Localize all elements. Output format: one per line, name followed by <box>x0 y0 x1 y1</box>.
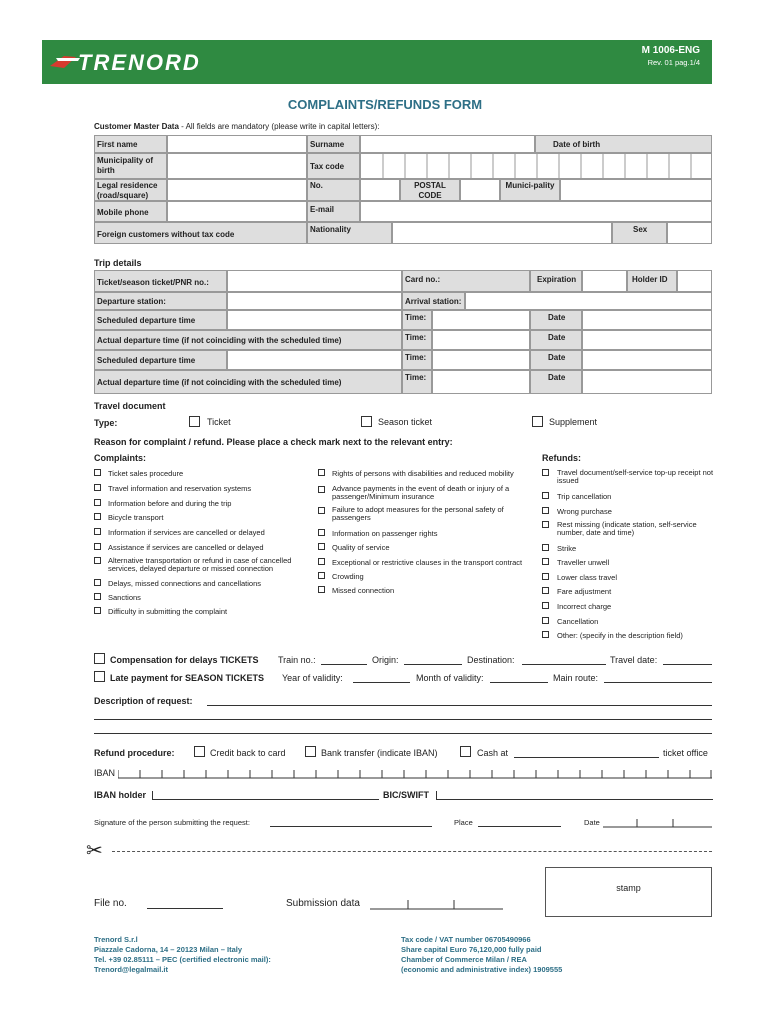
iban-holder-field[interactable] <box>152 791 379 800</box>
origin-label: Origin: <box>372 655 399 665</box>
signature-label: Signature of the person submitting the request: <box>94 818 250 827</box>
footer-line: Piazzale Cadorna, 14 – 20123 Milan – Italy <box>94 945 242 954</box>
main-route-label: Main route: <box>553 673 599 683</box>
date-label: Date <box>548 353 566 362</box>
travel-doc-heading: Travel document <box>94 401 166 411</box>
time-label: Time: <box>405 373 427 382</box>
stamp-label: stamp <box>616 883 641 893</box>
surname-label: Surname <box>310 140 345 149</box>
travel-date-label: Travel date: <box>610 655 658 665</box>
supplement-checkbox[interactable] <box>532 416 543 427</box>
season-ticket-option: Season ticket <box>378 417 433 427</box>
complaint-checkbox[interactable] <box>94 593 101 600</box>
scheduled-time-field[interactable] <box>432 310 530 330</box>
form-code: M 1006-ENG <box>641 45 700 56</box>
destination-field[interactable] <box>522 664 606 665</box>
supplement-option: Supplement <box>549 417 598 427</box>
foreign-label: Foreign customers without tax code <box>97 230 235 239</box>
footer-line: Share capital Euro 76,120,000 fully paid <box>401 945 542 954</box>
complaint-item: Crowding <box>332 572 364 581</box>
scheduled-departure-label: Scheduled departure time <box>97 356 196 365</box>
cut-line <box>112 851 712 852</box>
complaint-item: Information on passenger rights <box>332 529 438 538</box>
municipality-field[interactable] <box>560 179 712 201</box>
year-validity-field[interactable] <box>353 682 410 683</box>
card-no-label: Card no.: <box>405 275 441 284</box>
date-label: Date <box>584 818 600 827</box>
time-label: Time: <box>405 313 427 322</box>
description-line[interactable] <box>94 733 712 734</box>
refund-procedure-label: Refund procedure: <box>94 748 175 758</box>
complaint-item: Failure to adopt measures for the personal safety of passengers <box>332 505 504 522</box>
submission-label: Submission data <box>286 898 360 909</box>
bank-transfer-checkbox[interactable] <box>305 746 316 757</box>
nationality-field[interactable] <box>392 222 612 244</box>
complaint-checkbox[interactable] <box>318 543 325 550</box>
trip-heading: Trip details <box>94 258 142 268</box>
destination-label: Destination: <box>467 655 515 665</box>
complaint-item: Quality of service <box>332 543 390 552</box>
place-field[interactable] <box>478 826 561 827</box>
tax-code-label: Tax code <box>310 162 345 171</box>
type-label: Type: <box>94 418 118 428</box>
refund-checkbox[interactable] <box>542 573 549 580</box>
iban-label: IBAN <box>94 768 116 778</box>
complaint-checkbox[interactable] <box>318 572 325 579</box>
train-no-field[interactable] <box>321 664 367 665</box>
complaint-checkbox[interactable] <box>94 469 101 476</box>
footer-line: Chamber of Commerce Milan / REA <box>401 955 527 964</box>
footer-line: Tel. +39 02.85111 – PEC (certified electronic mail): <box>94 955 271 964</box>
refund-item: Strike <box>557 544 577 553</box>
complaint-checkbox[interactable] <box>94 579 101 586</box>
expiration-label: Expiration <box>537 275 577 284</box>
date-label: Date <box>548 373 566 382</box>
refund-checkbox[interactable] <box>542 492 549 499</box>
email-label: E-mail <box>310 205 335 214</box>
refund-checkbox[interactable] <box>542 587 549 594</box>
submission-date-field[interactable] <box>370 898 504 910</box>
complaint-checkbox[interactable] <box>94 499 101 506</box>
scissors-icon: ✂ <box>86 840 103 862</box>
complaint-item: Bicycle transport <box>108 513 164 522</box>
complaint-item: Rights of persons with disabilities and reduced mobility <box>332 469 514 478</box>
complaint-checkbox[interactable] <box>318 586 325 593</box>
actual-departure-label: Actual departure time (if not coinciding with the scheduled time) <box>97 378 342 387</box>
complaint-item: Delays, missed connections and cancellations <box>108 579 261 588</box>
first-name-label: First name <box>97 140 138 149</box>
actual-date-field-2[interactable] <box>582 370 712 394</box>
scheduled-time-field-2[interactable] <box>432 350 530 370</box>
file-no-field[interactable] <box>147 908 223 909</box>
arrival-station-field[interactable] <box>465 292 712 310</box>
municipality-birth-label: Municipality of birth <box>97 156 153 175</box>
complaint-item: Information before and during the trip <box>108 499 232 508</box>
mobile-label: Mobile phone <box>97 208 149 217</box>
year-validity-label: Year of validity: <box>282 673 343 683</box>
complaint-checkbox[interactable] <box>94 528 101 535</box>
actual-departure-label: Actual departure time (if not coinciding with the scheduled time) <box>97 336 342 345</box>
actual-time-field-2[interactable] <box>432 370 530 394</box>
footer-line: Trenord@legalmail.it <box>94 965 168 974</box>
date-field[interactable] <box>603 817 713 828</box>
date-label: Date <box>548 333 566 342</box>
complaint-checkbox[interactable] <box>318 529 325 536</box>
cash-office-field[interactable] <box>514 757 659 758</box>
time-label: Time: <box>405 333 427 342</box>
description-label: Description of request: <box>94 696 193 706</box>
municipality-birth-field[interactable] <box>167 153 307 179</box>
reason-heading: Reason for complaint / refund. Please place a check mark next to the relevant entry: <box>94 437 453 447</box>
nationality-label: Nationality <box>310 225 351 234</box>
trenord-logo <box>50 46 270 76</box>
description-line[interactable] <box>94 719 712 720</box>
dob-label: Date of birth <box>553 140 601 149</box>
compensation-label: Compensation for delays TICKETS <box>110 655 259 665</box>
file-no-label: File no. <box>94 898 127 909</box>
refund-checkbox[interactable] <box>542 469 549 476</box>
residence-label: Legal residence (road/square) <box>97 181 158 200</box>
scheduled-departure-label: Scheduled departure time <box>97 316 196 325</box>
iban-holder-label: IBAN holder <box>94 790 147 800</box>
ticket-pnr-field[interactable] <box>227 270 402 292</box>
arrival-station-label: Arrival station: <box>405 297 462 306</box>
refund-item: Travel document/self-service top-up receipt not issued <box>557 468 714 485</box>
ticket-pnr-label: Ticket/season ticket/PNR no.: <box>97 278 209 287</box>
complaint-item: Alternative transportation or refund in case of cancelled services, delayed departure or missed connection <box>108 556 292 573</box>
mobile-field[interactable] <box>167 201 307 222</box>
train-no-label: Train no.: <box>278 655 316 665</box>
number-label: No. <box>310 181 323 190</box>
signature-field[interactable] <box>270 826 432 827</box>
refund-item: Trip cancellation <box>557 492 612 501</box>
first-name-field[interactable] <box>167 135 307 153</box>
ticket-checkbox[interactable] <box>189 416 200 427</box>
residence-field[interactable] <box>167 179 307 201</box>
refund-item: Incorrect charge <box>557 602 612 611</box>
footer-line: Trenord S.r.l <box>94 935 138 944</box>
number-field[interactable] <box>360 179 400 201</box>
cash-option: Cash at <box>477 748 509 758</box>
sex-field[interactable] <box>667 222 712 244</box>
complaint-item: Sanctions <box>108 593 141 602</box>
bic-label: BIC/SWIFT <box>383 790 429 800</box>
holder-id-label: Holder ID <box>632 275 668 284</box>
ticket-office-label: ticket office <box>663 748 708 758</box>
postal-code-field[interactable] <box>460 179 500 201</box>
departure-station-label: Departure station: <box>97 297 166 306</box>
footer-line: (economic and administrative index) 1909555 <box>401 965 563 974</box>
complaint-checkbox[interactable] <box>94 557 101 564</box>
departure-station-field[interactable] <box>227 292 402 310</box>
refund-item: Lower class travel <box>557 573 618 582</box>
master-intro: Customer Master Data - All fields are mandatory (please write in capital letters): <box>94 122 380 131</box>
month-validity-label: Month of validity: <box>416 673 484 683</box>
complaint-checkbox[interactable] <box>94 607 101 614</box>
complaint-checkbox[interactable] <box>94 513 101 520</box>
refund-checkbox[interactable] <box>542 617 549 624</box>
travel-date-field[interactable] <box>663 664 712 665</box>
ticket-option: Ticket <box>207 417 231 427</box>
postal-code-label: POSTAL CODE <box>414 181 446 200</box>
complaint-item: Difficulty in submitting the complaint <box>108 607 228 616</box>
complaint-item: Advance payments in the event of death or injury of a passenger/Minimum insurance <box>332 484 510 501</box>
email-field[interactable] <box>360 201 712 222</box>
iban-field[interactable] <box>118 766 714 779</box>
late-payment-label: Late payment for SEASON TICKETS <box>110 673 265 683</box>
refund-checkbox[interactable] <box>542 507 549 514</box>
refund-item: Traveller unwell <box>557 558 610 567</box>
refund-item: Other: (specify in the description field) <box>557 631 683 640</box>
refund-item: Cancellation <box>557 617 599 626</box>
cash-checkbox[interactable] <box>460 746 471 757</box>
late-payment-checkbox[interactable] <box>94 671 105 682</box>
refunds-heading: Refunds: <box>542 453 581 463</box>
month-validity-field[interactable] <box>490 682 548 683</box>
revision: Rev. 01 pag.1/4 <box>647 58 700 67</box>
actual-date-field[interactable] <box>582 330 712 350</box>
refund-checkbox[interactable] <box>542 602 549 609</box>
logo-text: TRENORD <box>78 50 201 75</box>
refund-item: Wrong purchase <box>557 507 612 516</box>
date-label: Date <box>548 313 566 322</box>
complaints-heading: Complaints: <box>94 453 147 463</box>
complaint-checkbox[interactable] <box>318 507 325 514</box>
expiration-field[interactable] <box>582 270 627 292</box>
refund-checkbox[interactable] <box>542 544 549 551</box>
complaint-item: Ticket sales procedure <box>108 469 184 478</box>
surname-field[interactable] <box>360 135 535 153</box>
refund-item: Rest missing (indicate station, self-service number, date and time) <box>557 520 697 537</box>
season-ticket-checkbox[interactable] <box>361 416 372 427</box>
tax-code-field[interactable] <box>360 153 712 179</box>
sex-label: Sex <box>633 225 648 234</box>
bic-field[interactable] <box>436 791 713 800</box>
holder-id-field[interactable] <box>677 270 712 292</box>
page-title: COMPLAINTS/REFUNDS FORM <box>287 97 483 112</box>
place-label: Place <box>454 818 473 827</box>
refund-checkbox[interactable] <box>542 558 549 565</box>
scheduled-date-field-2[interactable] <box>582 350 712 370</box>
complaint-item: Information if services are cancelled or delayed <box>108 528 265 537</box>
complaint-checkbox[interactable] <box>318 469 325 476</box>
complaint-checkbox[interactable] <box>94 543 101 550</box>
scheduled-date-field[interactable] <box>582 310 712 330</box>
footer-right <box>401 935 562 975</box>
municipality-label: Munici-pality <box>505 181 555 190</box>
credit-card-checkbox[interactable] <box>194 746 205 757</box>
actual-time-field[interactable] <box>432 330 530 350</box>
time-label: Time: <box>405 353 427 362</box>
origin-field[interactable] <box>404 664 462 665</box>
complaint-item: Assistance if services are cancelled or delayed <box>108 543 264 552</box>
footer-left <box>94 935 271 975</box>
main-route-field[interactable] <box>604 682 712 683</box>
description-line[interactable] <box>207 705 712 706</box>
compensation-checkbox[interactable] <box>94 653 105 664</box>
complaint-checkbox[interactable] <box>318 558 325 565</box>
complaint-item: Travel information and reservation systems <box>108 484 252 493</box>
bank-transfer-option: Bank transfer (indicate IBAN) <box>321 748 438 758</box>
complaint-item: Missed connection <box>332 586 395 595</box>
refund-item: Fare adjustment <box>557 587 612 596</box>
refund-checkbox[interactable] <box>542 521 549 528</box>
complaint-item: Exceptional or restrictive clauses in the transport contract <box>332 558 523 567</box>
complaint-checkbox[interactable] <box>94 484 101 491</box>
footer-line: Tax code / VAT number 06705490966 <box>401 935 531 944</box>
refund-checkbox[interactable] <box>542 631 549 638</box>
complaint-checkbox[interactable] <box>318 486 325 493</box>
credit-card-option: Credit back to card <box>210 748 286 758</box>
